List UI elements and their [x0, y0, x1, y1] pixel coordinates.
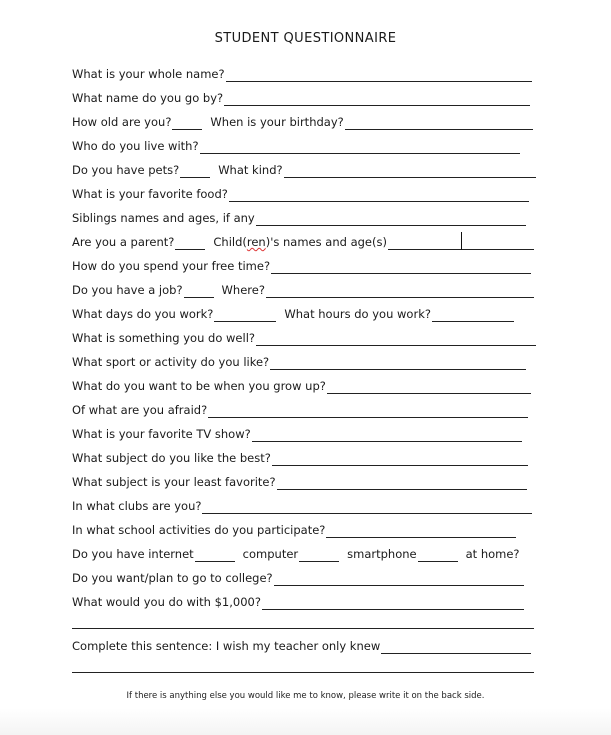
question-label: Do you have a job?	[72, 283, 183, 297]
answer-line[interactable]	[202, 501, 532, 514]
question-activities	[72, 522, 516, 538]
question-label: Siblings names and ages, if any	[72, 211, 255, 225]
question-label: )'s names and age(s)	[265, 235, 387, 249]
question-label: Do you want/plan to go to college?	[72, 571, 273, 585]
answer-line[interactable]	[226, 69, 532, 82]
question-label: Do you have internet	[72, 547, 194, 561]
answer-line[interactable]	[270, 357, 526, 370]
answer-line[interactable]	[274, 573, 524, 586]
question-label: What name do you go by?	[72, 91, 224, 105]
answer-line-extra[interactable]	[72, 628, 534, 629]
page-bottom-shade	[0, 708, 611, 735]
question-label: What subject is your least favorite?	[72, 475, 276, 489]
question-label: What kind?	[218, 163, 283, 177]
answer-line[interactable]	[252, 429, 522, 442]
answer-line[interactable]	[345, 117, 533, 130]
answer-line[interactable]	[180, 165, 210, 178]
answer-line[interactable]	[229, 189, 529, 202]
answer-line[interactable]	[208, 405, 528, 418]
page-title: STUDENT QUESTIONNAIRE	[214, 31, 397, 46]
question-label: Complete this sentence: I wish my teacher only knew	[72, 639, 381, 653]
question-label: What is your favorite food?	[72, 187, 228, 201]
question-label: How old are you?	[72, 115, 172, 129]
question-label: What do you want to be when you grow up?	[72, 379, 326, 393]
question-label: What is something you do well?	[72, 331, 256, 345]
question-free-time	[72, 258, 531, 274]
answer-line[interactable]	[256, 333, 536, 346]
question-label: What is your favorite TV show?	[72, 427, 251, 441]
question-label: In what clubs are you?	[72, 499, 202, 513]
footer-note: If there is anything else you would like me to know, please write it on the back side.	[126, 691, 485, 701]
question-do-well	[72, 330, 536, 346]
question-label: In what school activities do you participate?	[72, 523, 326, 537]
question-label: What hours do you work?	[284, 307, 431, 321]
question-label: What would you do with $1,000?	[72, 595, 261, 609]
question-college	[72, 570, 524, 586]
answer-line[interactable]	[184, 285, 214, 298]
answer-line[interactable]	[327, 381, 531, 394]
answer-line[interactable]	[200, 141, 520, 154]
answer-line[interactable]	[277, 477, 527, 490]
question-job	[72, 282, 534, 298]
answer-line[interactable]	[195, 549, 235, 562]
question-label: at home?	[465, 547, 520, 561]
answer-line[interactable]	[256, 213, 526, 226]
answer-line[interactable]	[175, 237, 205, 250]
question-label: What sport or activity do you like?	[72, 355, 270, 369]
answer-line[interactable]	[224, 93, 530, 106]
answer-line[interactable]	[262, 597, 524, 610]
question-tv-show	[72, 426, 522, 442]
answer-line[interactable]	[418, 549, 458, 562]
answer-line[interactable]	[326, 525, 516, 538]
question-label: Of what are you afraid?	[72, 403, 208, 417]
question-label: What is your whole name?	[72, 67, 225, 81]
question-pets	[72, 162, 536, 178]
spellcheck-underlined-text: ren	[246, 235, 266, 249]
answer-line[interactable]	[266, 285, 534, 298]
text-cursor	[461, 232, 462, 250]
question-sport	[72, 354, 526, 370]
question-label: Who do you live with?	[72, 139, 199, 153]
answer-line[interactable]	[299, 549, 339, 562]
question-label: When is your birthday?	[210, 115, 344, 129]
question-label: Where?	[221, 283, 265, 297]
question-siblings	[72, 210, 526, 226]
question-label: Are you a parent?	[72, 235, 175, 249]
question-age-birthday	[72, 114, 533, 130]
question-label: What days do you work?	[72, 307, 214, 321]
question-favorite-food	[72, 186, 529, 202]
question-internet	[72, 546, 520, 562]
answer-line[interactable]	[272, 453, 528, 466]
question-thousand	[72, 594, 524, 610]
question-live-with	[72, 138, 520, 154]
answer-line[interactable]	[214, 309, 276, 322]
question-grow-up	[72, 378, 531, 394]
question-label: What subject do you like the best?	[72, 451, 271, 465]
question-days-hours	[72, 306, 514, 322]
question-label: Child(	[213, 235, 247, 249]
question-go-by	[72, 90, 530, 106]
question-subject-best	[72, 450, 528, 466]
question-clubs	[72, 498, 532, 514]
question-parent	[72, 234, 534, 250]
answer-line[interactable]	[432, 309, 514, 322]
answer-line[interactable]	[284, 165, 536, 178]
question-afraid	[72, 402, 528, 418]
answer-line-extra[interactable]	[72, 672, 534, 673]
question-complete-sentence	[72, 638, 531, 654]
question-label: How do you spend your free time?	[72, 259, 271, 273]
answer-line[interactable]	[381, 641, 531, 654]
question-subject-least	[72, 474, 527, 490]
question-label: Do you have pets?	[72, 163, 180, 177]
question-label: computer	[242, 547, 299, 561]
question-whole-name	[72, 66, 532, 82]
answer-line[interactable]	[172, 117, 202, 130]
question-label: smartphone	[347, 547, 417, 561]
answer-line[interactable]	[271, 261, 531, 274]
